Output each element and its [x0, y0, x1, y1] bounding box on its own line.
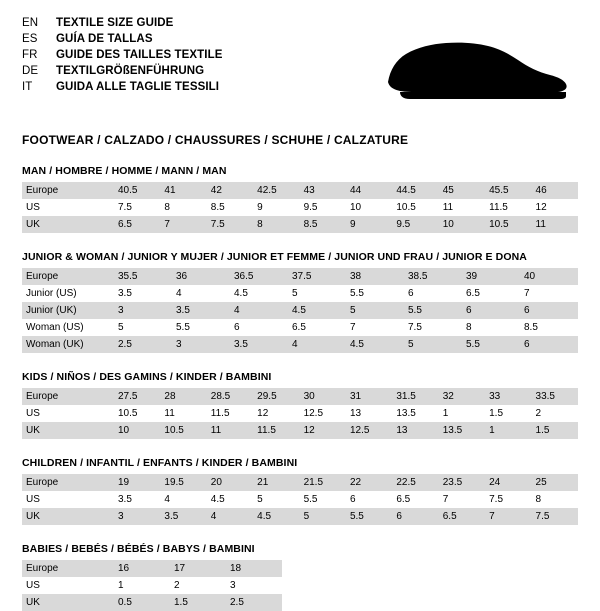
row-label: UK	[22, 508, 114, 525]
document-header	[22, 16, 578, 116]
row-label: Europe	[22, 560, 114, 577]
cell: 2.5	[114, 336, 172, 353]
section-kids	[22, 371, 578, 439]
cell: 18	[226, 560, 282, 577]
cell: 10	[439, 216, 485, 233]
cell: 1	[114, 577, 170, 594]
cell: 6	[392, 508, 438, 525]
table-row	[22, 405, 578, 422]
language-code: EN	[22, 17, 39, 29]
cell: 1.5	[485, 405, 531, 422]
language-title: TEXTILE SIZE GUIDE	[56, 17, 174, 29]
cell: 2	[170, 577, 226, 594]
cell-empty	[282, 560, 578, 577]
cell: 3	[172, 336, 230, 353]
table-row	[22, 491, 578, 508]
cell: 38	[346, 268, 404, 285]
cell: 6.5	[288, 319, 346, 336]
cell: 2.5	[226, 594, 282, 611]
table-row	[22, 268, 578, 285]
cell: 8	[160, 199, 206, 216]
cell: 6	[346, 491, 392, 508]
cell: 9	[253, 199, 299, 216]
table-row	[22, 199, 578, 216]
dress-shoe-icon	[370, 34, 570, 116]
cell: 12.5	[346, 422, 392, 439]
cell: 11	[439, 199, 485, 216]
cell: 32	[439, 388, 485, 405]
row-label: UK	[22, 422, 114, 439]
section-title: BABIES / BEBÉS / BÉBÉS / BABYS / BAMBINI	[22, 543, 255, 555]
cell: 3.5	[230, 336, 288, 353]
row-label: Europe	[22, 268, 114, 285]
cell: 45.5	[485, 182, 531, 199]
cell: 3	[114, 302, 172, 319]
cell: 10.5	[160, 422, 206, 439]
cell: 0.5	[114, 594, 170, 611]
page-title: FOOTWEAR / CALZADO / CHAUSSURES / SCHUHE / CALZATURE	[22, 133, 409, 147]
cell: 6.5	[439, 508, 485, 525]
cell: 12	[253, 405, 299, 422]
row-label: Junior (US)	[22, 285, 114, 302]
row-label: Woman (US)	[22, 319, 114, 336]
cell: 6	[520, 302, 578, 319]
cell: 8.5	[520, 319, 578, 336]
section-man	[22, 165, 578, 233]
language-code: FR	[22, 49, 38, 61]
cell: 40	[520, 268, 578, 285]
row-label: US	[22, 577, 114, 594]
cell: 36.5	[230, 268, 288, 285]
cell: 40.5	[114, 182, 160, 199]
cell: 21.5	[300, 474, 346, 491]
language-code: DE	[22, 65, 39, 77]
row-label: Europe	[22, 182, 114, 199]
table-row	[22, 508, 578, 525]
cell: 28	[160, 388, 206, 405]
cell: 5	[404, 336, 462, 353]
cell: 19	[114, 474, 160, 491]
cell: 38.5	[404, 268, 462, 285]
cell: 5.5	[404, 302, 462, 319]
cell: 5	[253, 491, 299, 508]
cell: 5	[346, 302, 404, 319]
cell: 3.5	[114, 285, 172, 302]
cell: 10	[114, 422, 160, 439]
cell: 5.5	[346, 285, 404, 302]
section-title: CHILDREN / INFANTIL / ENFANTS / KINDER / BAMBINI	[22, 457, 298, 469]
cell: 1.5	[170, 594, 226, 611]
table-row	[22, 285, 578, 302]
cell: 23.5	[439, 474, 485, 491]
cell: 5	[288, 285, 346, 302]
cell: 1	[485, 422, 531, 439]
table-row	[22, 594, 578, 611]
cell: 13.5	[439, 422, 485, 439]
cell: 7	[346, 319, 404, 336]
cell: 46	[532, 182, 578, 199]
table-row	[22, 577, 578, 594]
cell: 12	[532, 199, 578, 216]
cell: 44.5	[392, 182, 438, 199]
cell: 4.5	[346, 336, 404, 353]
cell: 13	[392, 422, 438, 439]
cell: 5.5	[300, 491, 346, 508]
cell: 4	[288, 336, 346, 353]
cell: 10.5	[114, 405, 160, 422]
cell: 19.5	[160, 474, 206, 491]
cell: 1	[439, 405, 485, 422]
cell: 2	[532, 405, 578, 422]
cell-empty	[282, 577, 578, 594]
cell: 25	[532, 474, 578, 491]
cell: 7.5	[114, 199, 160, 216]
cell: 17	[170, 560, 226, 577]
cell: 4	[160, 491, 206, 508]
cell: 6	[520, 336, 578, 353]
row-label: US	[22, 491, 114, 508]
cell: 7	[520, 285, 578, 302]
size-table-junior-woman	[22, 268, 578, 353]
cell: 30	[300, 388, 346, 405]
cell: 5.5	[172, 319, 230, 336]
cell: 7	[485, 508, 531, 525]
cell: 4.5	[207, 491, 253, 508]
cell: 22.5	[392, 474, 438, 491]
cell: 41	[160, 182, 206, 199]
cell: 21	[253, 474, 299, 491]
table-row	[22, 560, 578, 577]
cell: 33	[485, 388, 531, 405]
cell: 1.5	[532, 422, 578, 439]
cell: 13.5	[392, 405, 438, 422]
cell: 12.5	[300, 405, 346, 422]
row-label: UK	[22, 594, 114, 611]
cell: 39	[462, 268, 520, 285]
cell: 44	[346, 182, 392, 199]
cell: 11.5	[253, 422, 299, 439]
cell: 7.5	[532, 508, 578, 525]
row-label: Europe	[22, 474, 114, 491]
row-label: UK	[22, 216, 114, 233]
cell: 6	[230, 319, 288, 336]
cell: 6.5	[114, 216, 160, 233]
cell: 9.5	[392, 216, 438, 233]
cell: 11	[160, 405, 206, 422]
language-title: TEXTILGRÖßENFÜHRUNG	[56, 65, 205, 77]
section-title: JUNIOR & WOMAN / JUNIOR Y MUJER / JUNIOR ET FEMME / JUNIOR UND FRAU / JUNIOR E DONA	[22, 251, 527, 263]
cell: 45	[439, 182, 485, 199]
size-table-children	[22, 474, 578, 525]
size-table-babies	[22, 560, 578, 611]
cell: 3.5	[160, 508, 206, 525]
cell: 11.5	[485, 199, 531, 216]
cell: 22	[346, 474, 392, 491]
cell: 4	[230, 302, 288, 319]
cell: 10	[346, 199, 392, 216]
row-label: US	[22, 405, 114, 422]
language-title: GUIDA ALLE TAGLIE TESSILI	[56, 81, 220, 93]
cell: 9	[346, 216, 392, 233]
cell: 5.5	[462, 336, 520, 353]
section-junior-woman	[22, 251, 578, 353]
table-row	[22, 388, 578, 405]
language-row	[22, 48, 223, 63]
row-label: Woman (UK)	[22, 336, 114, 353]
cell: 37.5	[288, 268, 346, 285]
cell: 7	[439, 491, 485, 508]
cell: 3	[226, 577, 282, 594]
language-title: GUIDE DES TAILLES TEXTILE	[56, 49, 223, 61]
cell: 20	[207, 474, 253, 491]
cell: 7.5	[404, 319, 462, 336]
cell: 42	[207, 182, 253, 199]
cell: 29.5	[253, 388, 299, 405]
cell: 10.5	[485, 216, 531, 233]
row-label: US	[22, 199, 114, 216]
cell: 7.5	[485, 491, 531, 508]
cell: 3.5	[114, 491, 160, 508]
size-table-kids	[22, 388, 578, 439]
language-title: GUÍA DE TALLAS	[56, 33, 153, 45]
cell: 4	[172, 285, 230, 302]
table-row	[22, 474, 578, 491]
cell: 4.5	[288, 302, 346, 319]
language-row	[22, 32, 223, 47]
cell: 13	[346, 405, 392, 422]
cell: 8	[253, 216, 299, 233]
cell: 9.5	[300, 199, 346, 216]
cell: 36	[172, 268, 230, 285]
language-row	[22, 64, 223, 79]
cell: 24	[485, 474, 531, 491]
language-row	[22, 80, 223, 95]
cell: 28.5	[207, 388, 253, 405]
cell-empty	[282, 594, 578, 611]
row-label: Europe	[22, 388, 114, 405]
cell: 27.5	[114, 388, 160, 405]
cell: 4	[207, 508, 253, 525]
table-row	[22, 302, 578, 319]
cell: 8.5	[300, 216, 346, 233]
cell: 42.5	[253, 182, 299, 199]
cell: 16	[114, 560, 170, 577]
cell: 8	[532, 491, 578, 508]
cell: 12	[300, 422, 346, 439]
cell: 35.5	[114, 268, 172, 285]
row-label: Junior (UK)	[22, 302, 114, 319]
table-row	[22, 216, 578, 233]
cell: 31.5	[392, 388, 438, 405]
cell: 11.5	[207, 405, 253, 422]
section-children	[22, 457, 578, 525]
cell: 6	[404, 285, 462, 302]
cell: 7.5	[207, 216, 253, 233]
cell: 11	[532, 216, 578, 233]
language-row	[22, 16, 223, 31]
size-table-man	[22, 182, 578, 233]
language-code: ES	[22, 33, 38, 45]
cell: 6.5	[462, 285, 520, 302]
table-row	[22, 182, 578, 199]
cell: 5.5	[346, 508, 392, 525]
language-code: IT	[22, 81, 33, 93]
table-row	[22, 422, 578, 439]
cell: 6	[462, 302, 520, 319]
cell: 31	[346, 388, 392, 405]
cell: 5	[114, 319, 172, 336]
cell: 4.5	[230, 285, 288, 302]
cell: 11	[207, 422, 253, 439]
table-row	[22, 319, 578, 336]
cell: 6.5	[392, 491, 438, 508]
cell: 33.5	[532, 388, 578, 405]
table-row	[22, 336, 578, 353]
cell: 5	[300, 508, 346, 525]
cell: 7	[160, 216, 206, 233]
language-titles	[22, 16, 223, 95]
cell: 8	[462, 319, 520, 336]
cell: 3.5	[172, 302, 230, 319]
cell: 3	[114, 508, 160, 525]
section-babies	[22, 543, 578, 611]
cell: 10.5	[392, 199, 438, 216]
cell: 43	[300, 182, 346, 199]
section-title: KIDS / NIÑOS / DES GAMINS / KINDER / BAMBINI	[22, 371, 272, 383]
cell: 8.5	[207, 199, 253, 216]
section-title: MAN / HOMBRE / HOMME / MANN / MAN	[22, 165, 227, 177]
cell: 4.5	[253, 508, 299, 525]
